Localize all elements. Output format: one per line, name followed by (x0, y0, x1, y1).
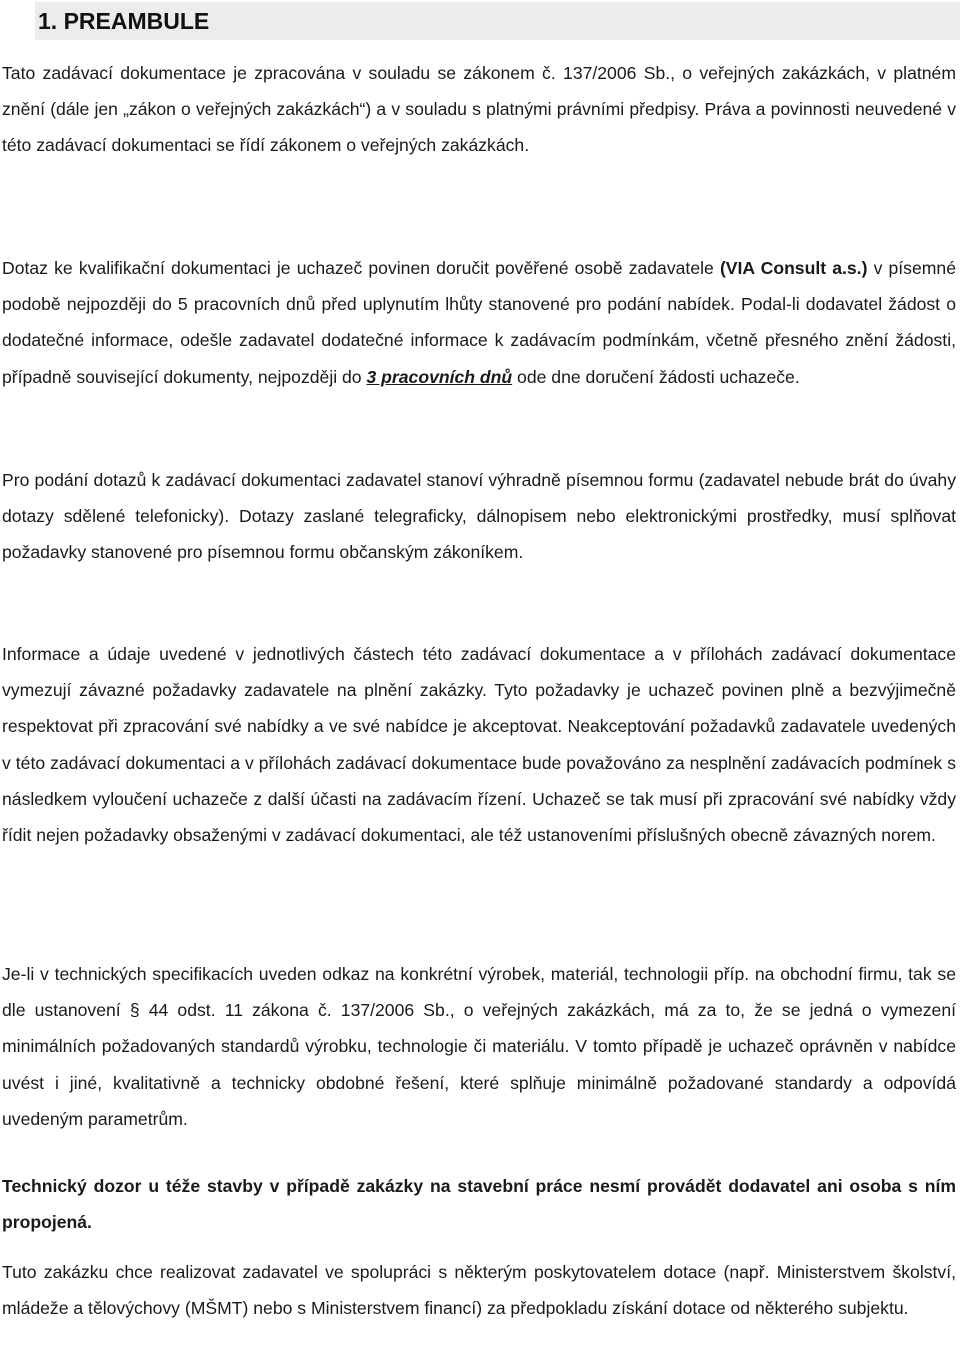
paragraph-text: Dotaz ke kvalifikační dokumentaci je uchazeč povinen doručit pověřené osobě zadavatele (2, 258, 720, 278)
paragraph-written-form: Pro podání dotazů k zadávací dokumentaci zadavatel stanoví výhradně písemnou formu (zadavatel nebude brát do úvahy dotazy sdělené telefonicky). Dotazy zaslané telegraficky, dálnopisem nebo elektronickými prostředky, musí splňovat požadavky stanovené pro písemnou formu občanským zákoníkem. (2, 470, 956, 563)
paragraph-text: v písemné podobě nejpozději do 5 pracovních dnů před uplynutím lhůty stanovené pro podání nabídek. Podal-li dodavatel žádost o dodatečné informace, odešle zadavatel dodatečné informace k zadávacím podmínkám, včetně přesného znění žádosti, případně související dokumenty, nejpozději do (2, 258, 956, 387)
section-heading: 1. PREAMBULE (38, 8, 210, 34)
paragraph-questions-deadline (2, 250, 956, 395)
paragraph-text: ode dne doručení žádosti uchazeče. (512, 366, 800, 387)
company-name: (VIA Consult a.s.) (719, 258, 868, 278)
paragraph-technical-specifications: Je-li v technických specifikacích uveden odkaz na konkrétní výrobek, materiál, technologii příp. na obchodní firmu, tak se dle ustanovení § 44 odst. 11 zákona č. 137/2006 Sb., o veřejných zakázkách, má za to, že se jedná o vymezení minimálních požadovaných standardů výrobku, technologie či materiálu. V tomto případě je uchazeč oprávněn v nabídce uvést i jiné, kvalitativně a technicky obdobné řešení, které splňuje minimálně požadované standardy a odpovídá uvedeným parametrům. (2, 964, 956, 1129)
paragraph-technical-supervision: Technický dozor u téže stavby v případě zakázky na stavební práce nesmí provádět dodavatel ani osoba s ním propojená. (2, 1176, 956, 1233)
deadline-emphasis: 3 pracovních dnů (366, 366, 513, 387)
section-heading-bar (35, 2, 960, 40)
paragraph-legal-basis: Tato zadávací dokumentace je zpracována v souladu se zákonem č. 137/2006 Sb., o veřejných zakázkách, v platném znění (dále jen „zákon o veřejných zakázkách“) a v souladu s platnými právními předpisy. Práva a povinnosti neuvedené v této zadávací dokumentaci se řídí zákonem o veřejných zakázkách. (2, 63, 956, 156)
paragraph-binding-requirements: Informace a údaje uvedené v jednotlivých částech této zadávací dokumentace a v přílohách zadávací dokumentace vymezují závazné požadavky zadavatele na plnění zakázky. Tyto požadavky je uchazeč povinen plně a bezvýjimečně respektovat při zpracování své nabídky a ve své nabídce je akceptovat. Neakceptování požadavků zadavatele uvedených v této zadávací dokumentaci a v přílohách zadávací dokumentace bude považováno za nesplnění zadávacích podmínek s následkem vyloučení uchazeče z další účasti na zadávacím řízení. Uchazeč se tak musí při zpracování své nabídky vždy řídit nejen požadavky obsaženými v zadávací dokumentaci, ale též ustanoveními příslušných obecně závazných norem. (2, 644, 956, 846)
paragraph-subsidy: Tuto zakázku chce realizovat zadavatel ve spolupráci s některým poskytovatelem dotace (např. Ministerstvem školství, mládeže a tělovýchovy (MŠMT) nebo s Ministerstvem financí) za předpokladu získání dotace od některého subjektu. (2, 1262, 956, 1319)
